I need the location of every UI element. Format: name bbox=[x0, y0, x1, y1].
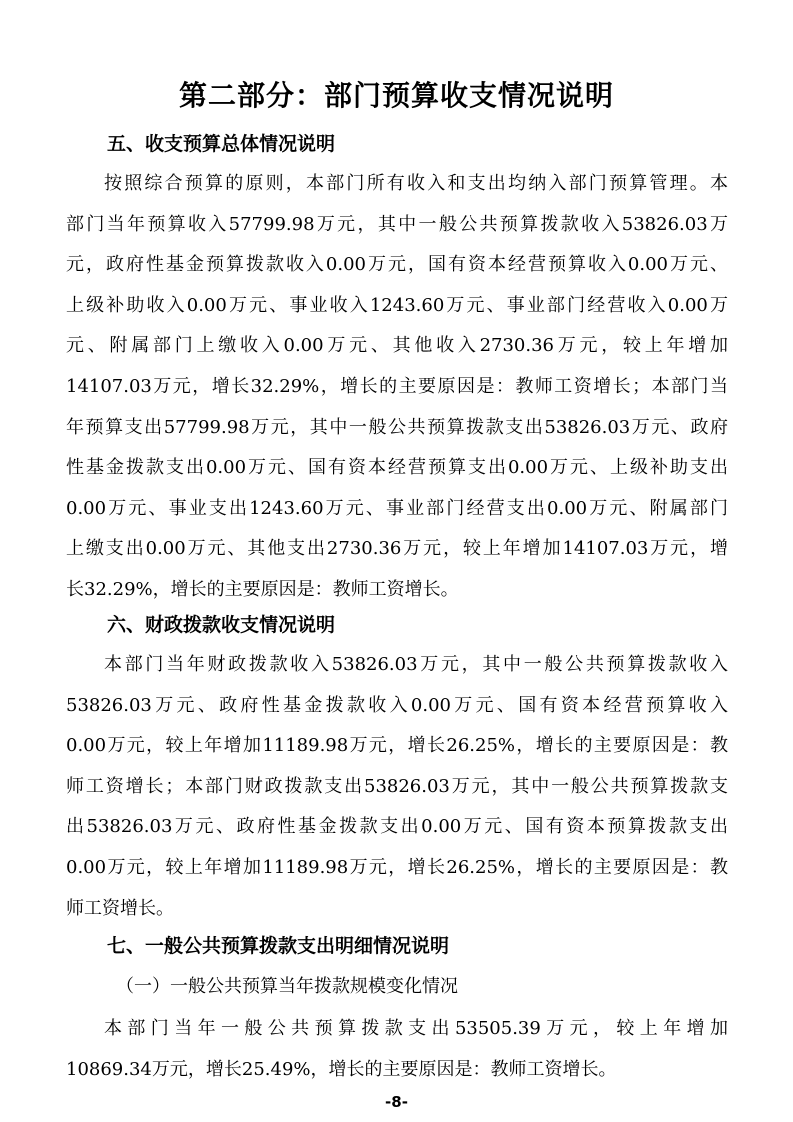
text-line: 元、附属部门上缴收入0.00万元、其他收入2730.36万元，较上年增加 bbox=[66, 335, 728, 357]
text-line: 本部门当年财政拨款收入53826.03万元，其中一般公共预算拨款收入 bbox=[104, 654, 728, 675]
page-title: 第二部分：部门预算收支情况说明 bbox=[178, 79, 614, 112]
section-7-paragraph bbox=[66, 1009, 728, 1090]
text-line: 元，政府性基金预算拨款收入0.00万元，国有资本经营预算收入0.00万元、 bbox=[66, 254, 728, 276]
page-number: -8- bbox=[385, 1093, 408, 1111]
text-line: 上级补助收入0.00万元、事业收入1243.60万元、事业部门经营收入0.00万 bbox=[66, 294, 728, 316]
text-line: 年预算支出57799.98万元，其中一般公共预算拨款支出53826.03万元、政府 bbox=[66, 416, 728, 438]
text-line: 14107.03万元，增长32.29%，增长的主要原因是：教师工资增长；本部门当 bbox=[66, 375, 728, 397]
text-line: 本部门当年一般公共预算拨款支出53505.39万元，较上年增加 bbox=[104, 1018, 728, 1039]
section-heading-5: 五、收支预算总体情况说明 bbox=[107, 133, 336, 155]
section-heading-6: 六、财政拨款收支情况说明 bbox=[107, 614, 336, 636]
text-line: 师工资增长；本部门财政拨款支出53826.03万元，其中一般公共预算拨款支 bbox=[66, 775, 728, 797]
section-heading-7: 七、一般公共预算拨款支出明细情况说明 bbox=[107, 935, 450, 957]
text-line: 出53826.03万元、政府性基金拨款支出0.00万元、国有资本预算拨款支出 bbox=[66, 816, 728, 838]
text-line: 师工资增长。 bbox=[66, 897, 174, 919]
text-line: 0.00万元、事业支出1243.60万元、事业部门经营支出0.00万元、附属部门 bbox=[66, 497, 728, 519]
text-line: 按照综合预算的原则，本部门所有收入和支出均纳入部门预算管理。本 bbox=[104, 173, 728, 194]
text-line: 0.00万元，较上年增加11189.98万元，增长26.25%，增长的主要原因是：教 bbox=[66, 856, 728, 878]
section-5-paragraph bbox=[66, 164, 728, 611]
subsection-heading-7-1: （一）一般公共预算当年拨款规模变化情况 bbox=[116, 976, 458, 997]
text-line: 10869.34万元，增长25.49%，增长的主要原因是：教师工资增长。 bbox=[66, 1058, 617, 1080]
text-line: 0.00万元，较上年增加11189.98万元，增长26.25%，增长的主要原因是：教 bbox=[66, 735, 728, 757]
text-line: 部门当年预算收入57799.98万元，其中一般公共预算拨款收入53826.03万 bbox=[66, 213, 728, 235]
text-line: 53826.03万元、政府性基金拨款收入0.00万元、国有资本经营预算收入 bbox=[66, 694, 728, 716]
section-6-paragraph bbox=[66, 645, 728, 929]
text-line: 长32.29%，增长的主要原因是：教师工资增长。 bbox=[66, 578, 459, 600]
text-line: 性基金拨款支出0.00万元、国有资本经营预算支出0.00万元、上级补助支出 bbox=[66, 457, 728, 479]
text-line: 上缴支出0.00万元、其他支出2730.36万元，较上年增加14107.03万元，增 bbox=[66, 538, 728, 560]
